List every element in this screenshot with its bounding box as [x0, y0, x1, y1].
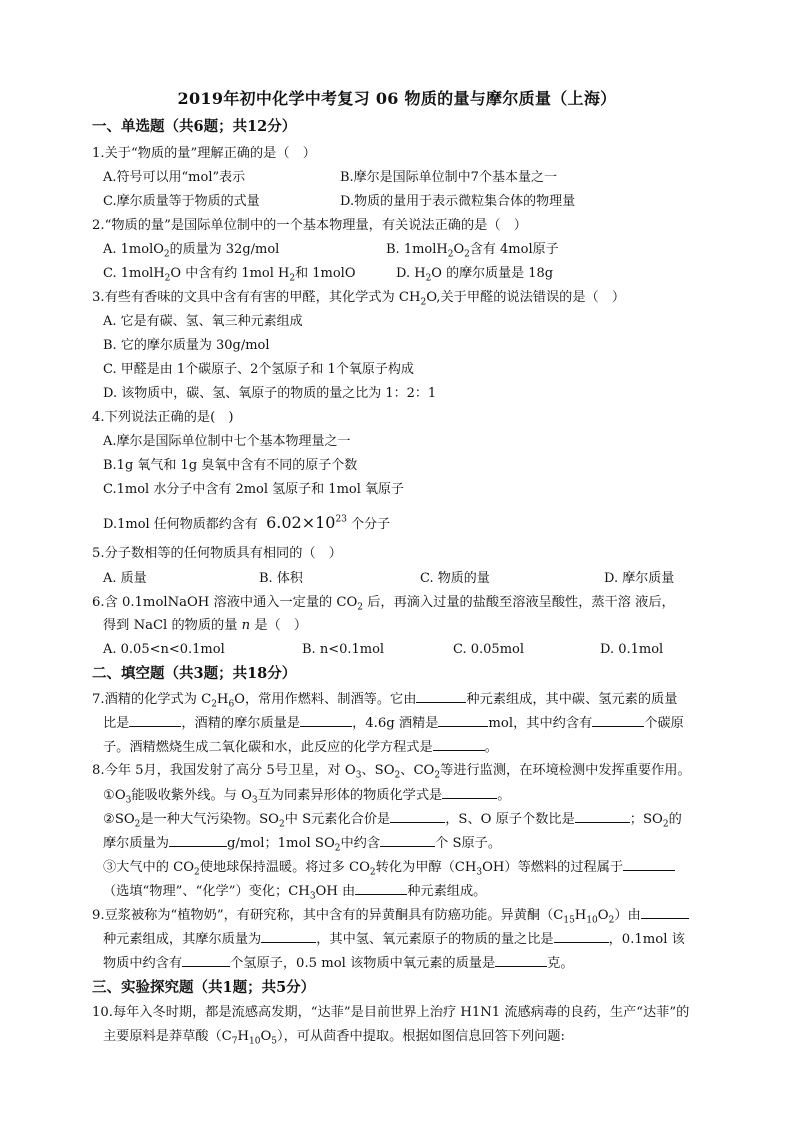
question-6-stem-line-1: 6.含 0.1molNaOH 溶液中通入一定量的 $CO_2$ 后，再滴入过量的盐酸至溶液呈酸性，蒸干溶 液后， [92, 595, 675, 613]
question-7-line-2: 比是 ，酒精的摩尔质量是 ，4.6g 酒精是 mol，其中约含有 个碳原 [103, 716, 684, 731]
question-10-line-2: 主要原料是莽草酸$(C_7H_{10}O_5)$，可从茴香中提取。根据如图信息回答下列问题: [103, 1029, 565, 1047]
question-8-line-3: $②SO_2$是一种大气污染物。$SO_2$中 S元素化合价是 ，S、O 原子个数比是 ；$SO_2$的 [103, 812, 682, 830]
avogadro-number: $6.02\times 10^{23}$ [266, 513, 347, 532]
question-4-option-c: C.1mol 水分子中含有 2mol 氢原子和 1mol 氧原子 [103, 482, 405, 497]
question-6-option-d: D. 0.1mol [600, 642, 664, 657]
question-1-option-b: B.摩尔是国际单位制中7个基本量之一 [340, 170, 557, 185]
question-7-line-1: 7.酒精的化学式为 $C_2H_6O$，常用作燃料、制酒等。它由 种元素组成，其中碳、氢元素的质量 [92, 692, 678, 710]
answer-blank[interactable] [554, 930, 609, 943]
question-3-option-b: B. 它的摩尔质量为 30g/mol [103, 338, 270, 353]
question-3-option-d: D. 该物质中，碳、氢、氧原子的物质的量之比为 1：2：1 [103, 386, 437, 401]
question-2-option-b: B. $1molH_2O_2$含有 4mol原子 [386, 242, 559, 260]
answer-blank[interactable] [129, 714, 181, 727]
answer-blank[interactable] [575, 810, 630, 823]
answer-blank[interactable] [416, 690, 466, 703]
question-2-option-c: C. 1molH$_2$O 中含有约 1mol $H_2$和 1molO [103, 266, 356, 284]
question-9-line-1: 9.豆浆被称为“植物奶”，有研究称，其中含有的异黄酮具有防癌功能。异黄酮$(C_{15}H_{10}O_2)$由 [92, 906, 689, 925]
answer-blank[interactable] [623, 858, 675, 871]
question-8-line-5: ③大气中的 $CO_2$使地球保持温暖。将过多 $CO_2$转化为甲醇$(CH_3OH)$等燃料的过程属于 [103, 858, 675, 877]
question-8-line-4: 摩尔质量为 g/mol；1mol $SO_2$中约含 个 S原子。 [103, 836, 502, 854]
question-4-option-b: B.1g 氧气和 1g 臭氧中含有不同的原子个数 [103, 458, 358, 473]
question-5-option-c: C. 物质的量 [420, 571, 490, 586]
question-4-stem: 4.下列说法正确的是( ) [92, 410, 234, 425]
answer-blank[interactable] [169, 834, 227, 847]
question-4-option-d: D.1mol 任何物质都约含有 $6.02\times 10^{23}$ 个分子 [103, 513, 391, 532]
question-3-option-a: A. 它是有碳、氢、氧三种元素组成 [103, 314, 303, 329]
question-8-line-2: $①O_3$能吸收紫外线。与 $O_3$互为同素异形体的物质化学式是 。 [103, 788, 511, 806]
question-8-line-1: 8.今年 5月，我国发射了高分 5号卫星，对 $O_3$、$SO_2$、$CO_2$等进行监测，在环境检测中发挥重要作用。 [92, 763, 691, 781]
section-heading-fill-in: 二、填空题（共3题；共18分） [92, 665, 297, 682]
question-6-option-b: B. n<0.1mol [302, 642, 385, 657]
question-1-option-c: C.摩尔质量等于物质的式量 [103, 194, 260, 209]
question-7-line-3: 子。酒精燃烧生成二氧化碳和水，此反应的化学方程式是 。 [103, 740, 498, 755]
question-10-line-1: 10.每年入冬时期，都是流感高发期，“达菲”是目前世界上治疗 H1N1 流感病毒的良药，生产“达菲”的 [92, 1005, 690, 1020]
question-2-stem: 2.“物质的量”是国际单位制中的一个基本物理量，有关说法正确的是（ ） [92, 218, 527, 233]
question-5-stem: 5.分子数相等的任何物质具有相同的（ ） [92, 546, 342, 561]
question-8-line-6: （选填“物理”、“化学”）变化；$CH_3OH$ 由 种元素组成。 [103, 884, 487, 902]
answer-blank[interactable] [495, 954, 547, 967]
question-1-option-d: D.物质的量用于表示微粒集合体的物理量 [340, 194, 576, 209]
question-9-line-3: 物质中约含有 个氢原子，0.5 mol 该物质中氧元素的质量是 克。 [103, 956, 574, 971]
answer-blank[interactable] [641, 906, 689, 919]
question-6-option-a: A. 0.05<n<0.1mol [103, 642, 225, 657]
answer-blank[interactable] [182, 954, 230, 967]
question-6-stem-line-2: 得到 NaCl 的物质的量 n 是（ ） [103, 618, 308, 633]
answer-blank[interactable] [438, 714, 488, 727]
question-5-option-b: B. 体积 [259, 571, 303, 586]
answer-blank[interactable] [433, 738, 485, 751]
answer-blank[interactable] [592, 714, 644, 727]
question-3-stem: 3.有些有香味的文具中含有有害的甲醛，其化学式为 $CH_2O$,关于甲醛的说法错误的是（ ） [92, 290, 626, 308]
page-title: 2019年初中化学中考复习 06 物质的量与摩尔质量（上海） [177, 89, 617, 108]
question-3-option-c: C. 甲醛是由 1个碳原子、2个氢原子和 1个氧原子构成 [103, 362, 414, 377]
section-heading-single-choice: 一、单选题（共6题；共12分） [92, 118, 297, 135]
answer-blank[interactable] [300, 714, 352, 727]
question-2-option-d: D. $H_2O$ 的摩尔质量是 18g [396, 266, 554, 284]
answer-blank[interactable] [442, 786, 497, 799]
answer-blank[interactable] [390, 810, 445, 823]
question-1-option-a: A.符号可以用“mol”表示 [103, 170, 246, 185]
section-heading-experiment: 三、实验探究题（共1题；共5分） [92, 979, 316, 996]
question-5-option-d: D. 摩尔质量 [604, 571, 675, 586]
answer-blank[interactable] [380, 834, 435, 847]
question-6-option-c: C. 0.05mol [453, 642, 525, 657]
question-1-stem: 1.关于“物质的量”理解正确的是（ ） [92, 146, 316, 161]
question-5-option-a: A. 质量 [103, 571, 147, 586]
question-2-option-a: A. 1molO$_2$的质量为 32g/mol [103, 242, 280, 260]
answer-blank[interactable] [261, 930, 316, 943]
answer-blank[interactable] [355, 882, 407, 895]
question-9-line-2: 种元素组成，其摩尔质量为 ，其中氢、氧元素原子的物质的量之比是 ，0.1mol 该 [103, 932, 685, 947]
question-4-option-a: A.摩尔是国际单位制中七个基本物理量之一 [103, 434, 351, 449]
